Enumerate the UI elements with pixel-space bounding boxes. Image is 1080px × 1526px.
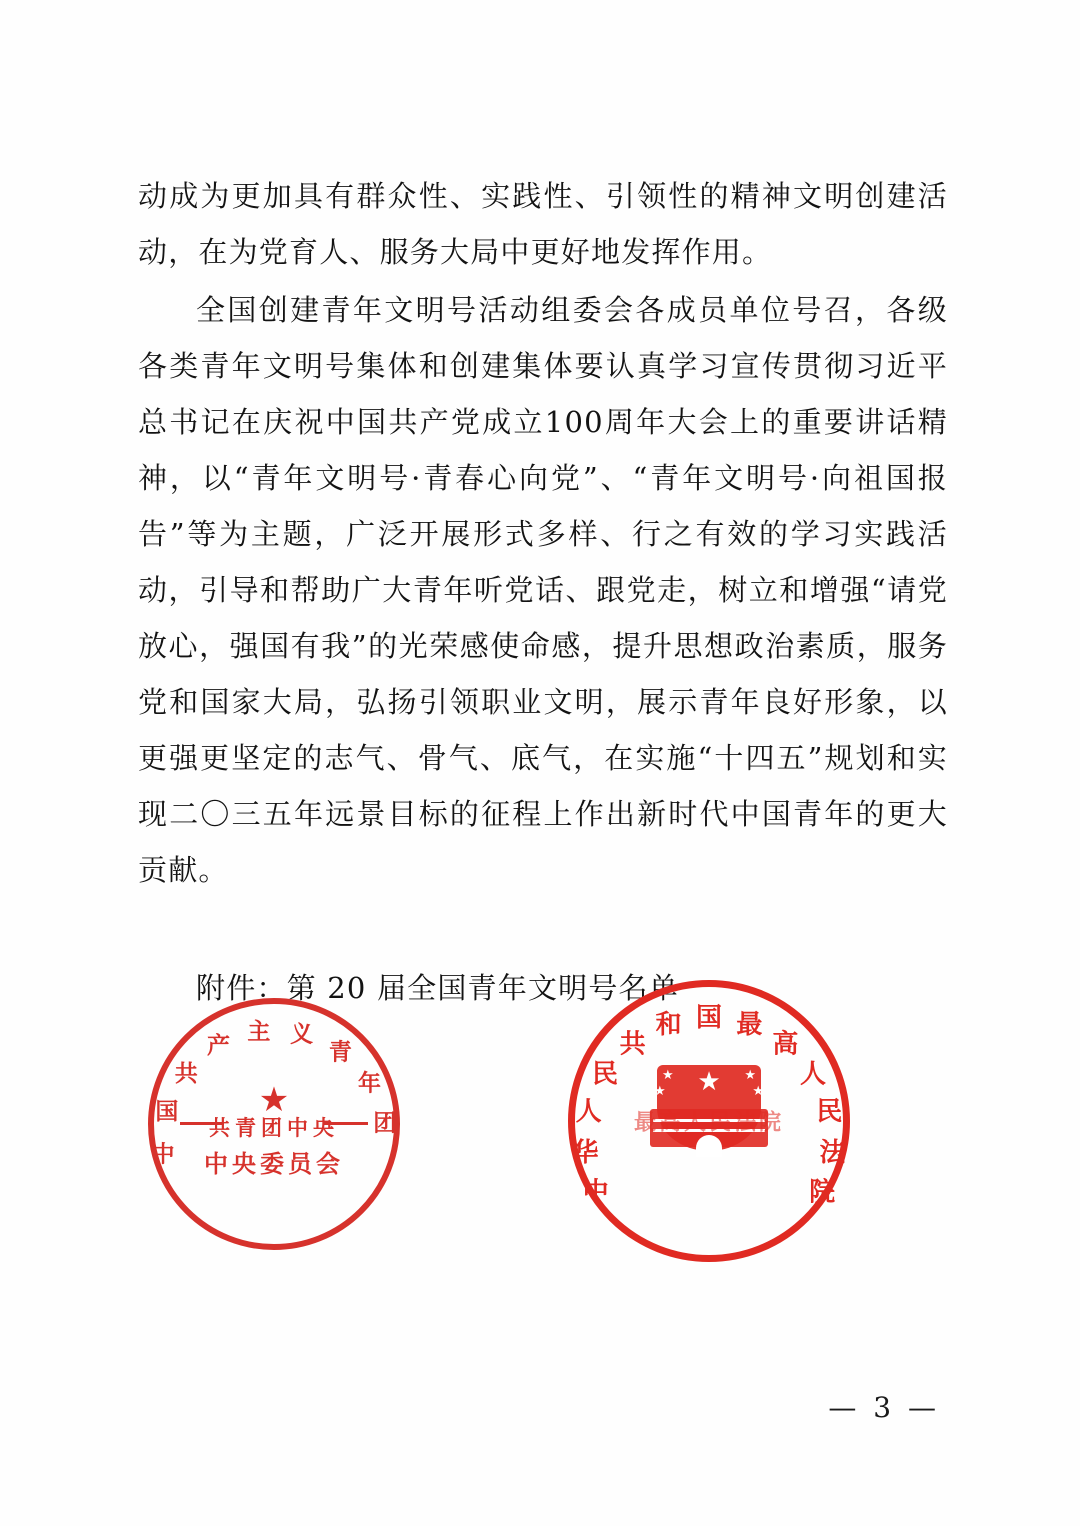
seal-ring-char: 院 <box>809 1177 836 1208</box>
seal-ring-char: 法 <box>819 1137 846 1168</box>
seal-ring-char: 中 <box>151 1140 175 1168</box>
attachment-line: 附件：第 20 届全国青年文明号名单 <box>196 971 679 1005</box>
communist-youth-league-seal <box>148 998 400 1250</box>
seal-ring-char: 人 <box>575 1097 602 1128</box>
emblem-small-star: ★ <box>744 1068 756 1083</box>
paragraph-continuation: 动成为更加具有群众性、实践性、引领性的精神文明创建活动，在为党育人、服务大局中更好地发挥作用。 <box>138 179 948 269</box>
seal-ring-char: 团 <box>373 1109 397 1137</box>
seal-ring-char: 义 <box>290 1020 314 1048</box>
seal-area <box>138 980 948 1280</box>
seal-ring-char: 国 <box>696 1003 723 1033</box>
seal-right-inner-label: 最高人民法院 <box>633 1109 785 1136</box>
supreme-peoples-court-seal <box>568 980 850 1262</box>
emblem-small-star: ★ <box>752 1084 764 1099</box>
page-number: — 3 — <box>828 1391 940 1424</box>
seal-ring-char: 共 <box>619 1029 646 1060</box>
seal-ring-char: 青 <box>328 1038 352 1066</box>
seal-left-line-a: 共青团中央 <box>209 1115 339 1140</box>
seal-ring-char: 高 <box>772 1029 799 1060</box>
star-icon: ★ <box>258 1080 290 1120</box>
seal-left-line-b: 中央委员会 <box>204 1149 344 1178</box>
seal-ring-char: 中 <box>582 1177 609 1208</box>
seal-ring-char: 民 <box>816 1097 843 1128</box>
document-body <box>138 168 948 1045</box>
seal-ring-char: 产 <box>207 1032 230 1060</box>
seal-ring-char: 人 <box>799 1059 827 1090</box>
emblem-small-star: ★ <box>654 1084 666 1099</box>
seal-ring-char: 华 <box>572 1137 599 1168</box>
seal-ring-char: 主 <box>247 1018 271 1046</box>
paragraph-call-to-action: 全国创建青年文明号活动组委会各成员单位号召，各级各类青年文明号集体和创建集体要认真学习宣传贯彻习近平总书记在庆祝中国共产党成立100周年大会上的重要讲话精神，以“青年文明号·青春心向党”、“青年文明号·向祖国报告”等为主题，广泛开展形式多样、行之有效的学习实践活动，引导和帮助广大青年听党话、跟党走，树立和增强“请党放心，强国有我”的光荣感使命感，提升思想政治素质，服务党和国家大局，弘扬引领职业文明，展示青年良好形象，以更强更坚定的志气、骨气、底气，在实施“十四五”规划和实现二〇三五年远景目标的征程上作出新时代中国青年的更大贡献。 <box>138 293 948 887</box>
seal-ring-char: 民 <box>592 1059 619 1090</box>
emblem-big-star: ★ <box>697 1067 721 1097</box>
seal-ring-char: 国 <box>155 1098 179 1126</box>
emblem-small-star: ★ <box>662 1068 674 1083</box>
seal-ring-char: 共 <box>174 1060 198 1088</box>
seal-ring-char: 年 <box>357 1069 381 1097</box>
seal-ring-char: 最 <box>736 1009 763 1040</box>
seal-ring-char: 和 <box>655 1009 682 1040</box>
emblem-arch <box>696 1135 722 1157</box>
